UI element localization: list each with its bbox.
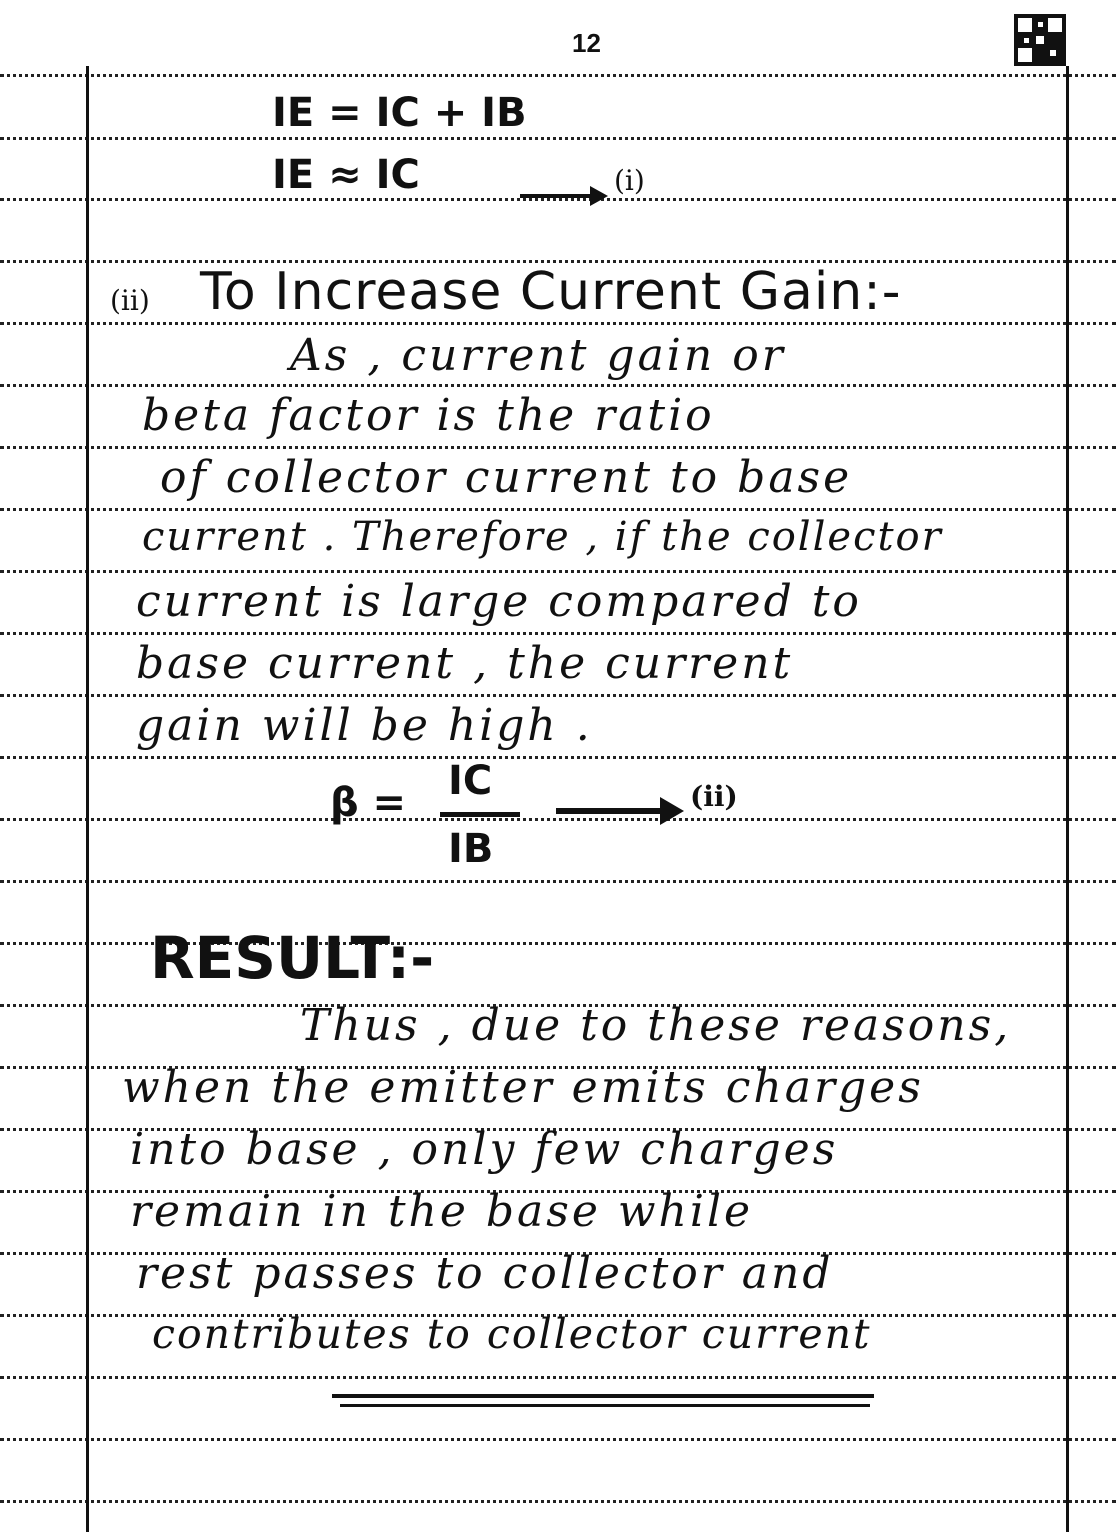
ruled-line: [0, 137, 1116, 140]
body-line: current . Therefore , if the collector: [142, 514, 943, 560]
arrowhead-icon: [590, 186, 608, 206]
result-line: when the emitter emits charges: [122, 1062, 924, 1113]
ruled-line: [0, 1500, 1116, 1503]
ruled-line: [0, 632, 1116, 635]
ruled-line: [0, 880, 1116, 883]
ruled-line: [0, 74, 1116, 77]
right-margin-line: [1066, 66, 1069, 1532]
fraction-bar: [440, 812, 520, 817]
qr-code-icon: [1014, 14, 1066, 66]
ruled-line: [0, 322, 1116, 325]
result-line: into base , only few charges: [130, 1124, 839, 1175]
result-line: Thus , due to these reasons,: [300, 1000, 1012, 1051]
end-underline: [332, 1394, 874, 1398]
result-line: contributes to collector current: [152, 1310, 872, 1358]
ruled-line: [0, 570, 1116, 573]
ruled-line: [0, 1438, 1116, 1441]
body-line: gain will be high .: [136, 700, 593, 751]
body-line: of collector current to base: [160, 452, 853, 503]
equation-approximation: IE ≈ IC: [272, 152, 420, 198]
section-number: (ii): [110, 284, 150, 317]
body-line: base current , the current: [136, 638, 794, 689]
ruled-line: [0, 384, 1116, 387]
ruled-line: [0, 756, 1116, 759]
body-line: beta factor is the ratio: [142, 390, 715, 441]
arrowhead-icon: [660, 797, 684, 825]
beta-denominator: IB: [448, 826, 494, 872]
body-line: current is large compared to: [136, 576, 862, 627]
beta-numerator: IC: [448, 758, 493, 804]
section-heading: To Increase Current Gain:-: [200, 262, 902, 322]
ruled-line: [0, 508, 1116, 511]
arrow-line: [556, 808, 666, 814]
ruled-line: [0, 1376, 1116, 1379]
equation-label: (i): [614, 164, 645, 197]
body-line: As , current gain or: [290, 330, 786, 381]
ruled-line: [0, 446, 1116, 449]
equation-emitter-current: IE = IC + IB: [272, 90, 527, 136]
left-margin-line: [86, 66, 89, 1532]
beta-symbol: β =: [330, 780, 407, 826]
result-title: RESULT:-: [150, 924, 435, 992]
page-number: 12: [572, 28, 601, 58]
ruled-line: [0, 818, 1116, 821]
ruled-line: [0, 198, 1116, 201]
arrow-line: [520, 194, 596, 198]
result-line: remain in the base while: [130, 1186, 754, 1237]
end-underline: [340, 1404, 870, 1407]
formula-label: (ii): [690, 780, 738, 813]
result-line: rest passes to collector and: [136, 1248, 834, 1299]
ruled-line: [0, 694, 1116, 697]
